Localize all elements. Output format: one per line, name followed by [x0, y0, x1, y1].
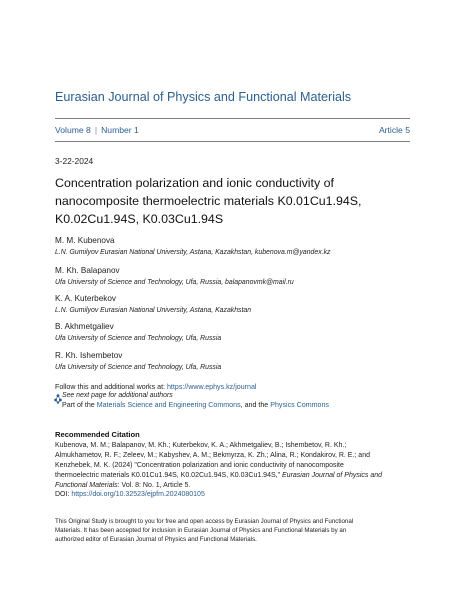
- bottom-divider: [55, 141, 410, 142]
- citation-line: Almukhametov, R. F.; Zeleev, M.; Kabyshev, A. M.; Bekmyrza, K. Zh.; Alina, R.; Kondakirov, R. E.; and: [55, 452, 370, 459]
- title-line: nanocomposite thermoelectric materials K0.01Cu1.94S,: [55, 194, 362, 208]
- author-affiliation: L.N. Gumilyov Eurasian National University, Astana, Kazakhstan: [55, 307, 252, 314]
- title-line: Concentration polarization and ionic conductivity of: [55, 176, 334, 190]
- access-notice: [55, 518, 407, 544]
- notice-line: This Original Study is brought to you for free and open access by Eurasian Journal of Physics and Functional: [55, 518, 354, 525]
- issue-separator: |: [94, 125, 98, 135]
- author-name: M. Kh. Balapanov: [55, 266, 120, 275]
- author-affiliation: Ufa University of Science and Technology, Ufa, Russia, balapanovmk@mail.ru: [55, 279, 294, 286]
- additional-authors-note: See next page for additional authors: [62, 392, 173, 399]
- volume-link[interactable]: Volume 8: [55, 125, 91, 135]
- citation-journal-cont: Functional Materials: [55, 482, 118, 489]
- citation-line: [55, 471, 410, 481]
- citation-line: Kenzhebek, M. K. (2024) "Concentration polarization and ionic conductivity of nanocomposite: [55, 462, 344, 469]
- citation-text: [55, 441, 410, 491]
- article-link[interactable]: Article 5: [378, 125, 410, 135]
- doi-link[interactable]: https://doi.org/10.32523/ejpfm.2024080105: [71, 491, 205, 498]
- network-icon: [54, 394, 62, 404]
- physics-commons-link[interactable]: Physics Commons: [270, 401, 329, 409]
- number-link[interactable]: Number 1: [101, 125, 139, 135]
- author-affiliation: Ufa University of Science and Technology, Ufa, Russia: [55, 335, 222, 342]
- citation-line: Kubenova, M. M.; Balapanov, M. Kh.; Kuterbekov, K. A.; Akhmetgaliev, B.; Ishembetov, R. Kh.;: [55, 442, 347, 449]
- journal-url-link[interactable]: https://www.ephys.kz/journal: [166, 383, 257, 391]
- issue-row: [55, 125, 410, 135]
- follow-line: [55, 383, 256, 391]
- journal-title[interactable]: Eurasian Journal of Physics and Functional Materials: [55, 90, 352, 104]
- citation-line: [55, 481, 410, 491]
- doi-label: DOI:: [55, 491, 72, 498]
- top-divider: [55, 118, 410, 119]
- part-of-middle: , and the: [240, 401, 271, 409]
- author-affiliation: Ufa University of Science and Technology, Ufa, Russia: [55, 364, 222, 371]
- doi-line: [55, 491, 205, 498]
- notice-line: Materials. It has been accepted for inclusion in Eurasian Journal of Physics and Functional Materials by an: [55, 526, 347, 534]
- author-affiliation: L.N. Gumilyov Eurasian National University, Astana, Kazakhstan, kubenova.m@yandex.kz: [55, 249, 331, 256]
- author-name: B. Akhmetgaliev: [55, 322, 114, 331]
- author-name: M. M. Kubenova: [55, 236, 115, 245]
- citation-volume: : Vol. 8: No. 1, Article 5.: [117, 482, 191, 489]
- author-name: R. Kh. Ishembetov: [55, 351, 123, 360]
- notice-line: authorized editor of Eurasian Journal of Physics and Functional Materials.: [55, 535, 257, 543]
- part-of-prefix: Part of the: [62, 401, 97, 409]
- materials-science-commons-link[interactable]: Materials Science and Engineering Commons: [96, 401, 241, 409]
- part-of-line: [62, 401, 329, 409]
- title-line: K0.02Cu1.94S, K0.03Cu1.94S: [55, 212, 224, 226]
- citation-line-text: thermoelectric materials K0.01Cu1.94S, K0.02Cu1.94S, K0.03Cu1.94S,": [55, 472, 283, 479]
- follow-text: Follow this and additional works at:: [55, 383, 167, 391]
- article-title: [55, 174, 415, 228]
- publication-date: 3-22-2024: [55, 156, 94, 166]
- recommended-citation-heading: Recommended Citation: [55, 430, 140, 439]
- citation-journal: Eurasian Journal of Physics and: [282, 472, 383, 479]
- author-name: K. A. Kuterbekov: [55, 294, 116, 303]
